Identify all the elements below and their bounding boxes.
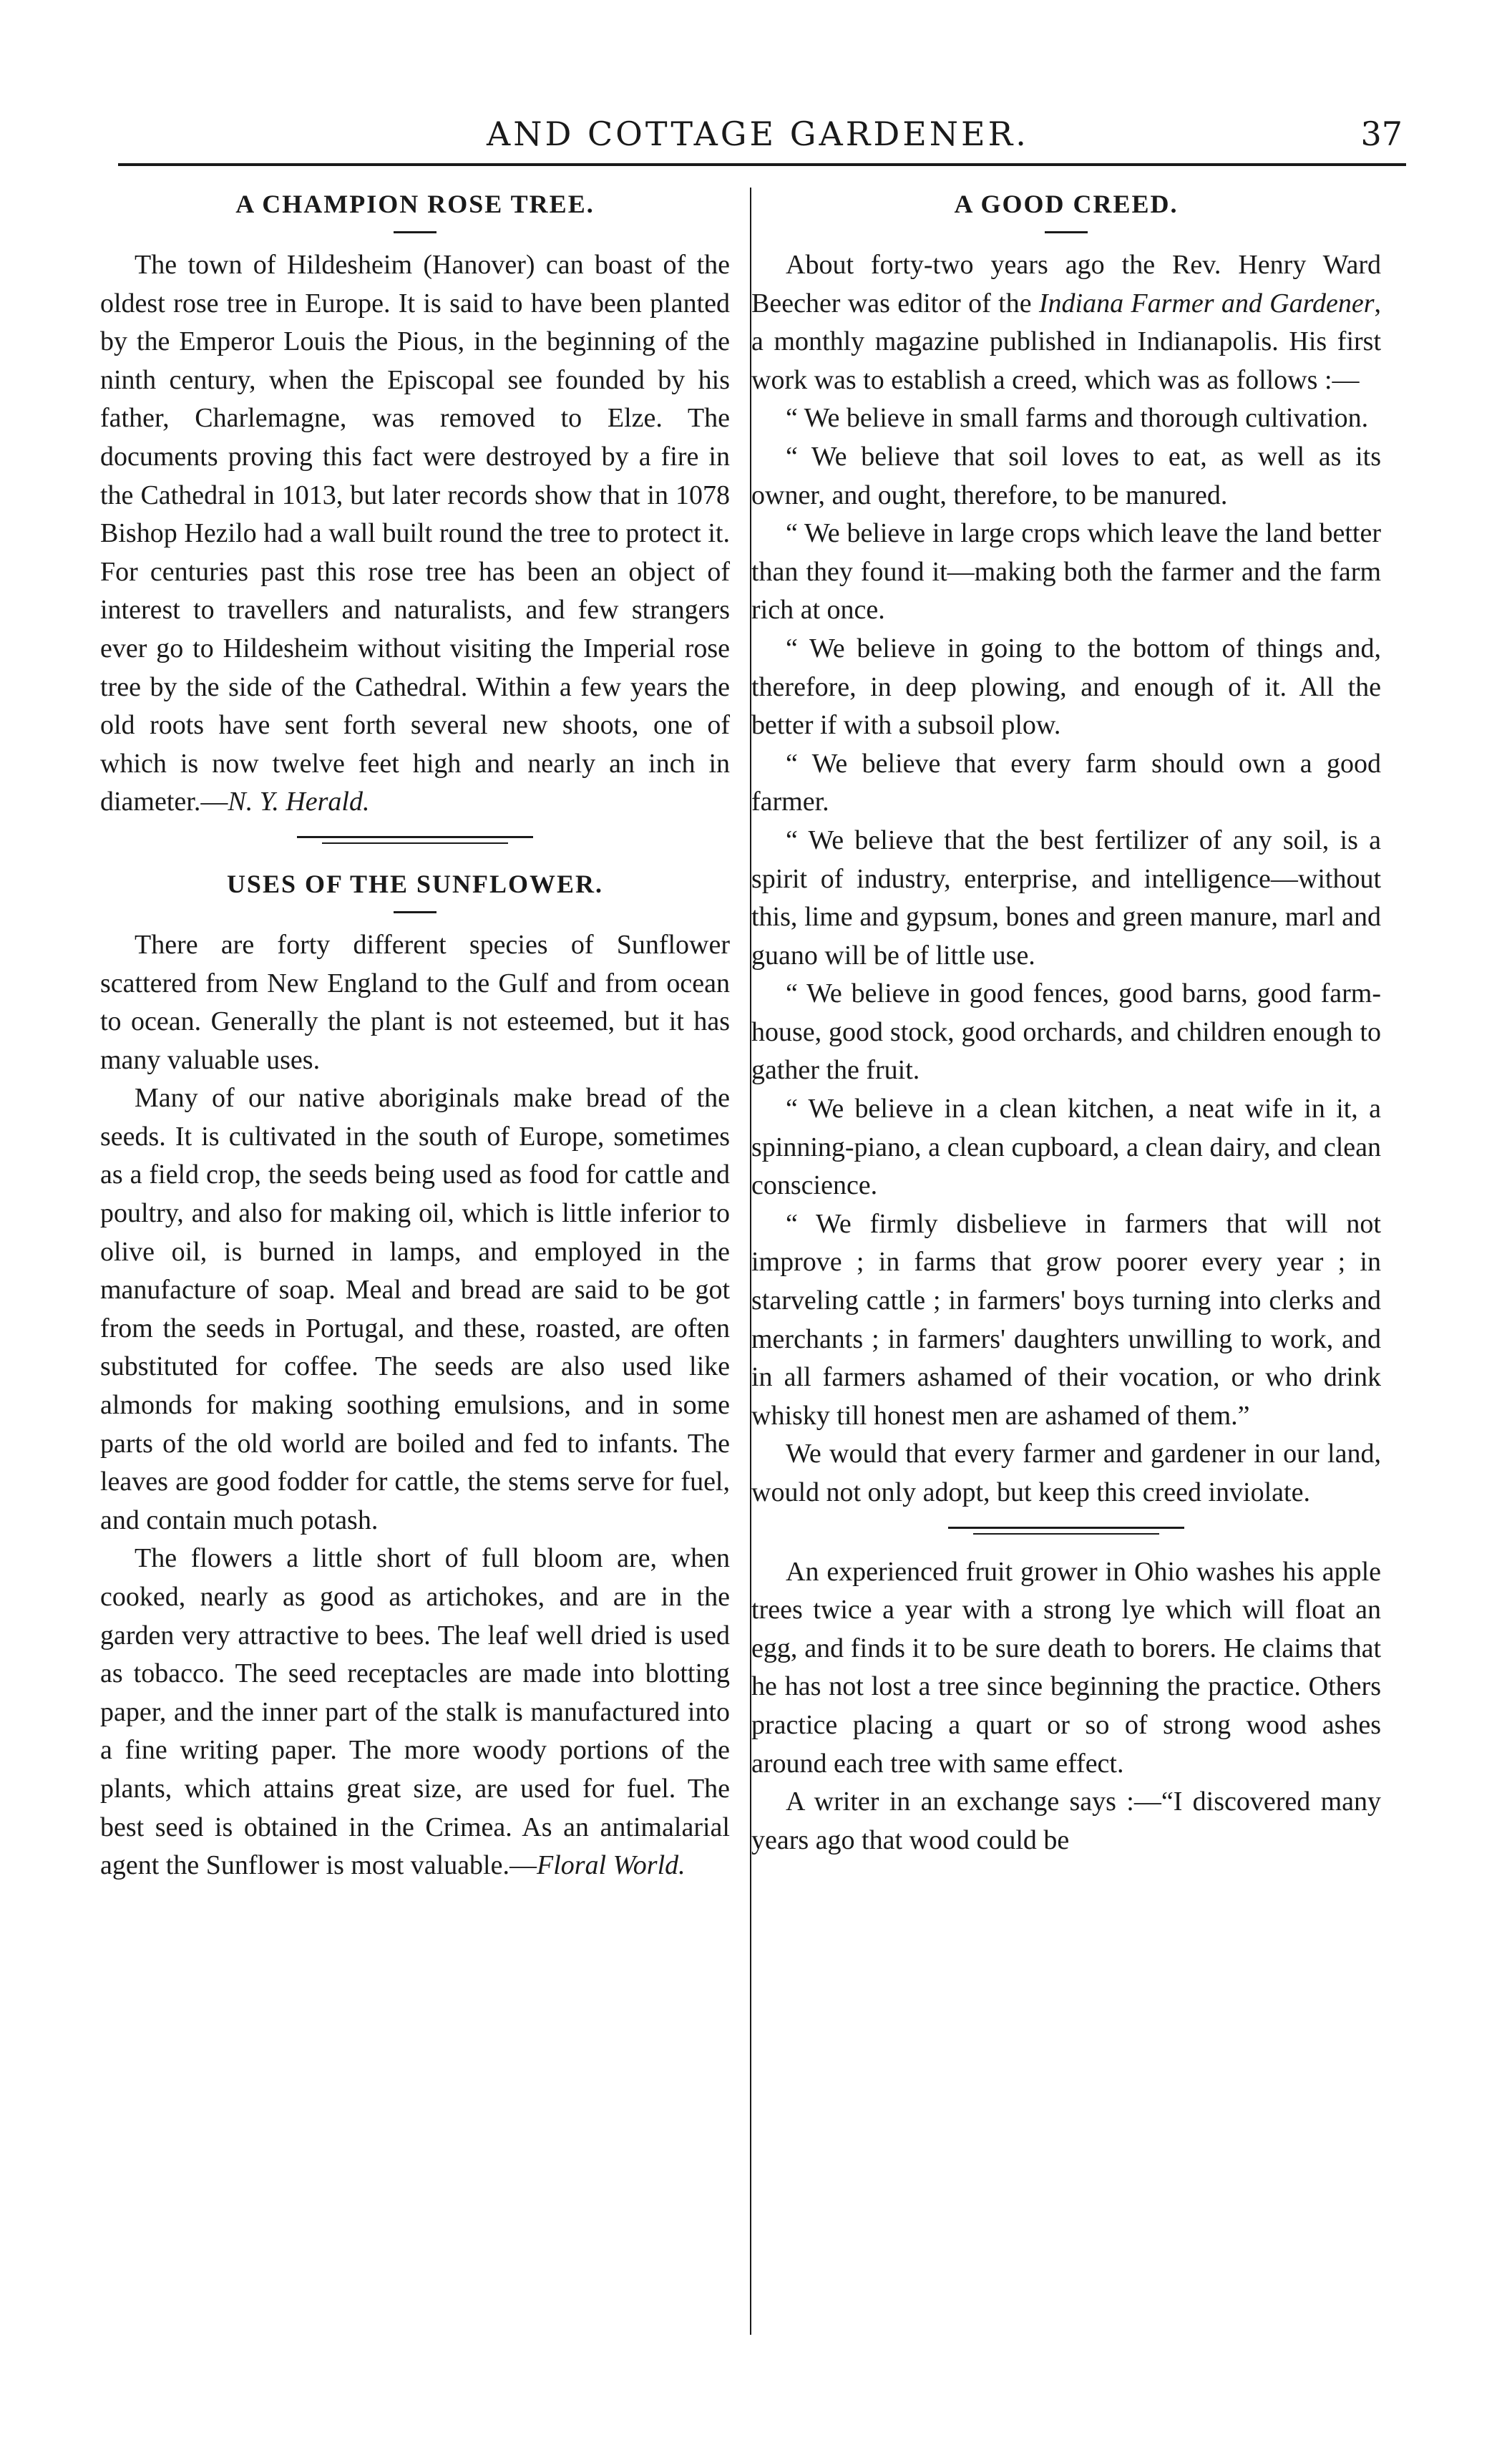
running-title: AND COTTAGE GARDENER.: [487, 115, 1029, 153]
sunflower-paragraph: There are forty different species of Sunflower scattered from New England to the Gulf and from ocean to ocean. Generally the plant is not esteemed, but it has many valuable uses.: [100, 929, 730, 1075]
creed-intro-before: About forty-two years ago the Rev. Henry Ward Beecher was editor of the: [751, 250, 1381, 319]
creed-intro: [751, 246, 1381, 399]
rose-tree-text: The town of Hildesheim (Hanover) can boast of the oldest rose tree in Europe. It is said to have been planted by the Emperor Louis the Pious, in the beginning of the ninth century, when the Episcopal see founded by his father, Charlemagne, was removed to Elze. The documents proving this fact were destroyed by a fire in the Cathedral in 1013, but later records show that in 1078 Bishop Hezilo had a wall built round the tree to protect it. For centuries past this rose tree has been an object of interest to travellers and naturalists, and few strangers ever go to Hildesheim without visiting the Imperial rose tree by the side of the Cathedral. Within a few years the old roots have sent forth several new shoots, one of which is now twelve feet high and nearly an inch in diameter.—: [100, 250, 730, 817]
sunflower-last-text: The flowers a little short of full bloom are, when cooked, nearly as good as artichokes, and are in the garden very attractive to bees. The leaf well dried is used as tobacco. The seed receptacles are made into blotting paper, and the inner part of the stalk is manufactured into a fine writing paper. The more woody portions of the plants, which attains great size, are used for fuel. The best seed is obtained in the Crimea. As an antimalarial agent the Sunflower is most valuable.—: [100, 1543, 730, 1881]
creed-item: “ We believe in large crops which leave the land better than they found it—making both the farmer and the farm rich at once.: [751, 518, 1381, 626]
title-rule: [1045, 231, 1088, 233]
sunflower-paragraph-last: [100, 1540, 730, 1885]
magazine-name: Indiana Farmer and Gardener: [1038, 288, 1375, 319]
creed-item: “ We firmly disbelieve in farmers that will not improve ; in farms that grow poorer every year ; in starveling cattle ; in farmers' boys turning into clerks and merchants ; in farmers' daughters unwilling to work, and in all farmers ashamed of their vocation, or who drink whisky till honest men are ashamed of them.”: [751, 1208, 1381, 1431]
sunflower-paragraph: Many of our native aboriginals make bread of the seeds. It is cultivated in the south of Europe, sometimes as a field crop, the seeds being used as food for cattle and poultry, and also for making oil, which is little inferior to olive oil, is burned in lamps, and employed in the manufacture of soap. Meal and bread are said to be got from the seeds in Portugal, and these, roasted, are often substituted for coffee. The seeds are also used like almonds for making soothing emulsions, and in some parts of the old world are boiled and fed to infants. The leaves are good fodder for cattle, the stems serve for fuel, and contain much potash.: [100, 1083, 730, 1535]
section-divider: [297, 836, 533, 844]
creed-item: “ We believe in good fences, good barns, good farm-house, good stock, good orchards, and children enough to gather the fruit.: [751, 978, 1381, 1086]
header-rule: [118, 163, 1406, 166]
good-creed-title: A GOOD CREED.: [954, 190, 1179, 218]
page-number: 37: [1360, 115, 1403, 153]
sunflower-source: Floral World.: [537, 1850, 686, 1881]
creed-closing: We would that every farmer and gardener in our land, would not only adopt, but keep this creed inviolate.: [751, 1439, 1381, 1507]
fruit-grower-paragraph: An experienced fruit grower in Ohio washes his apple trees twice a year with a strong lye which will float an egg, and finds it to be sure death to borers. He claims that he has not lost a tree since beginning the practice. Others practice placing a quart or so of strong wood ashes around each tree with same effect.: [751, 1556, 1381, 1779]
creed-intro-after: , a monthly magazine published in Indianapolis. His first work was to establish a creed, which was as follows :—: [751, 288, 1382, 395]
right-column: [751, 183, 1381, 1860]
rose-tree-body: [100, 246, 730, 822]
creed-item: “ We believe that soil loves to eat, as well as its owner, and ought, therefore, to be manured.: [751, 441, 1381, 510]
page-header: [122, 115, 1403, 165]
title-rule: [394, 231, 436, 233]
creed-item: “ We believe that every farm should own a good farmer.: [751, 748, 1381, 817]
creed-item: “ We believe in small farms and thorough cultivation.: [786, 403, 1369, 434]
creed-item: “ We believe that the best fertilizer of any soil, is a spirit of industry, enterprise, and intelligence—without this, lime and gypsum, bones and green manure, marl and guano will be of little use.: [751, 825, 1381, 971]
sunflower-title: USES OF THE SUNFLOWER.: [226, 869, 604, 898]
section-divider: [948, 1527, 1184, 1535]
left-column: [100, 183, 730, 1885]
title-rule: [394, 911, 436, 913]
creed-item: “ We believe in going to the bottom of things and, therefore, in deep plowing, and enough of it. All the better if with a subsoil plow.: [751, 633, 1381, 741]
rose-tree-source: N. Y. Herald.: [228, 787, 370, 817]
creed-item: “ We believe in a clean kitchen, a neat wife in it, a spinning-piano, a clean cupboard, a clean dairy, and clean conscience.: [751, 1094, 1381, 1201]
rose-tree-title: A CHAMPION ROSE TREE.: [235, 190, 595, 218]
wood-writer-paragraph: A writer in an exchange says :—“I discovered many years ago that wood could be: [751, 1787, 1381, 1855]
